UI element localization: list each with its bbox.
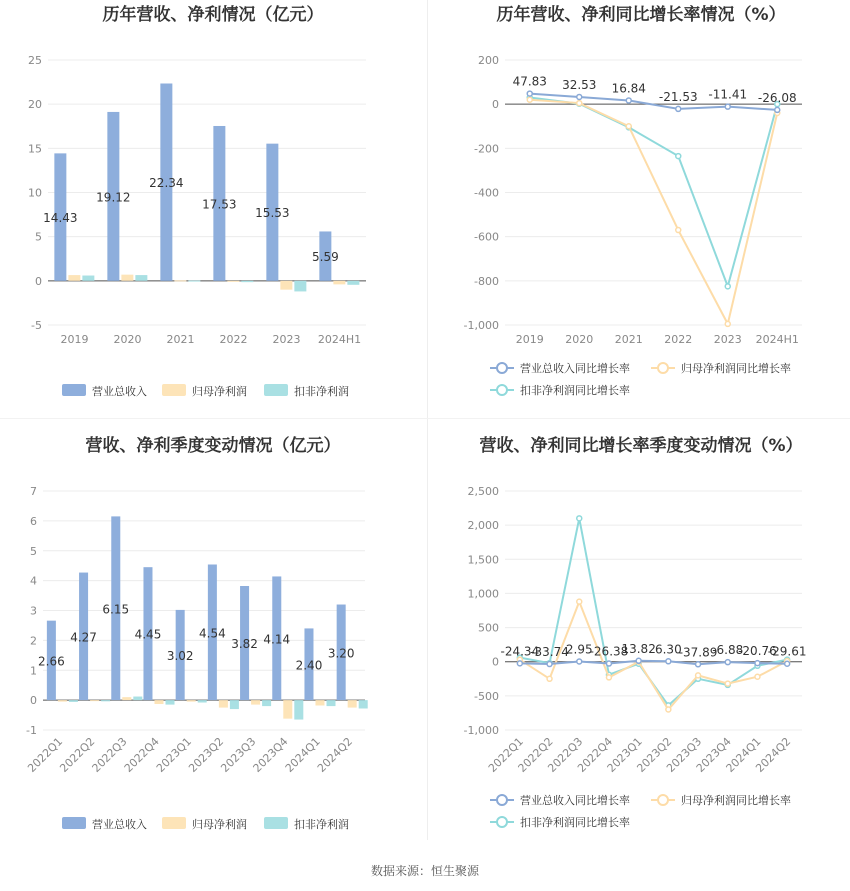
- legend-label: 营业总收入: [92, 818, 147, 831]
- series-point: [755, 674, 760, 679]
- data-label: -11.41: [708, 87, 748, 102]
- y-tick-label: -200: [474, 142, 499, 156]
- x-tick-label: 2021: [614, 333, 643, 346]
- bar-net-profit: [333, 281, 345, 285]
- legend-label: 归母净利润: [192, 818, 247, 831]
- series-point: [696, 662, 701, 667]
- data-label: 15.53: [255, 206, 290, 221]
- series-point: [577, 659, 582, 664]
- series-point: [577, 101, 582, 106]
- data-label: -29.61: [767, 644, 807, 659]
- data-label: 6.30: [654, 642, 682, 657]
- y-tick-label: 0: [30, 694, 37, 708]
- bar-deducted-profit: [241, 281, 253, 282]
- data-label: 2.66: [38, 654, 65, 669]
- bar-deducted-profit: [347, 281, 359, 285]
- data-label: 3.20: [327, 646, 355, 661]
- series-point: [755, 661, 760, 666]
- bar-deducted-profit: [101, 700, 110, 701]
- x-tick-label: 2024Q1: [282, 734, 323, 775]
- legend-label: 归母净利润同比增长率: [681, 362, 791, 375]
- bar-net-profit: [227, 281, 239, 282]
- legend-label: 扣非净利润同比增长率: [520, 816, 630, 829]
- y-tick-label: 1: [30, 664, 37, 678]
- series-point: [577, 599, 582, 604]
- bar-net-profit: [90, 700, 99, 701]
- y-tick-label: 15: [28, 142, 42, 156]
- x-tick-label: 2022Q2: [515, 734, 556, 775]
- y-tick-label: 2,500: [467, 485, 499, 498]
- bar-net-profit: [174, 280, 186, 281]
- bar-deducted-profit: [69, 700, 78, 702]
- legend-label: 扣非净利润同比增长率: [520, 384, 630, 397]
- legend-marker: [497, 817, 507, 827]
- bar-deducted-profit: [359, 700, 368, 708]
- data-label: 4.14: [263, 632, 291, 647]
- y-tick-label: 200: [478, 54, 499, 67]
- x-tick-label: 2024Q2: [753, 734, 794, 775]
- bar-net-profit: [251, 700, 260, 704]
- bar-deducted-profit: [165, 700, 174, 704]
- x-tick-label: 2023: [713, 333, 742, 346]
- y-tick-label: -400: [474, 186, 499, 200]
- x-tick-label: 2020: [565, 333, 594, 346]
- legend-label: 营业总收入同比增长率: [520, 794, 630, 807]
- bar-deducted-profit: [198, 700, 207, 702]
- series-line-2: [530, 98, 778, 287]
- series-point: [547, 662, 552, 667]
- data-label: 4.27: [70, 630, 97, 645]
- data-label: 3.82: [231, 637, 258, 652]
- legend-label: 扣非净利润: [294, 385, 349, 398]
- series-point: [725, 660, 730, 665]
- bar-net-profit: [121, 275, 133, 281]
- y-tick-label: 1,500: [467, 553, 499, 567]
- bar-net-profit: [68, 275, 80, 281]
- data-label: -26.38: [589, 644, 629, 659]
- bar-net-profit: [348, 700, 357, 707]
- series-point: [527, 97, 532, 102]
- bar-net-profit: [154, 700, 163, 704]
- y-tick-label: -1,000: [463, 319, 499, 332]
- x-tick-label: 2023Q4: [250, 734, 291, 775]
- y-tick-label: 1,000: [467, 587, 499, 601]
- y-tick-label: -1: [26, 724, 37, 737]
- x-tick-label: 2023: [272, 333, 301, 346]
- x-tick-label: 2023Q1: [153, 734, 195, 775]
- y-tick-label: 3: [30, 604, 37, 618]
- x-tick-label: 2023Q2: [186, 734, 227, 775]
- legend-swatch: [264, 817, 288, 829]
- bar-net-profit: [219, 700, 228, 707]
- legend-marker: [497, 795, 507, 805]
- bar-net-profit: [283, 700, 292, 719]
- legend-label: 扣非净利润: [294, 818, 349, 831]
- bar-net-profit: [280, 281, 292, 290]
- y-tick-label: 4: [30, 574, 37, 588]
- y-tick-label: 20: [28, 98, 42, 112]
- data-label: 2.40: [295, 658, 323, 673]
- y-tick-label: -5: [31, 319, 42, 332]
- y-tick-label: -600: [474, 230, 499, 244]
- series-point: [696, 673, 701, 678]
- x-tick-label: 2023Q2: [634, 734, 675, 775]
- x-tick-label: 2024H1: [317, 333, 362, 346]
- series-point: [517, 661, 522, 666]
- legend-marker: [658, 795, 668, 805]
- legend-swatch: [162, 384, 186, 396]
- x-tick-label: 2022Q4: [121, 734, 162, 775]
- data-label: 16.84: [611, 81, 646, 96]
- bar-deducted-profit: [82, 276, 94, 281]
- bar-deducted-profit: [326, 700, 335, 706]
- x-tick-label: 2022Q2: [57, 734, 98, 775]
- data-label: -37.89: [678, 645, 718, 660]
- data-label: 19.12: [96, 190, 131, 205]
- y-tick-label: 0: [35, 274, 42, 288]
- data-label: 6.15: [102, 602, 130, 617]
- y-tick-label: 6: [30, 514, 37, 528]
- data-label: -21.53: [658, 89, 698, 104]
- series-point: [577, 516, 582, 521]
- bar-deducted-profit: [135, 275, 147, 281]
- data-label: 47.83: [512, 74, 547, 89]
- series-point: [725, 681, 730, 686]
- data-label: -33.74: [530, 645, 569, 660]
- data-label: -20.76: [738, 644, 777, 659]
- x-tick-label: 2022Q4: [575, 734, 616, 775]
- x-tick-label: 2022Q1: [25, 734, 66, 775]
- x-tick-label: 2024Q2: [314, 734, 356, 775]
- chart-title: 营收、净利同比增长率季度变动情况（%）: [479, 436, 803, 456]
- series-point: [785, 661, 790, 666]
- data-label: 2.95: [565, 642, 593, 657]
- series-point: [606, 675, 611, 680]
- data-label: -26.08: [757, 90, 797, 105]
- x-tick-label: 2024Q1: [723, 734, 764, 775]
- y-tick-label: 5: [30, 544, 37, 558]
- series-point: [676, 106, 681, 111]
- chart-title: 历年营收、净利情况（亿元）: [102, 5, 324, 25]
- y-tick-label: 25: [28, 54, 42, 67]
- bar-net-profit: [122, 697, 131, 700]
- data-label: 14.43: [43, 211, 78, 226]
- x-tick-label: 2023Q1: [604, 734, 645, 775]
- y-tick-label: 0: [492, 98, 499, 112]
- x-tick-label: 2022: [219, 333, 248, 346]
- x-tick-label: 2023Q4: [693, 734, 734, 775]
- bar-deducted-profit: [294, 281, 306, 292]
- series-point: [676, 154, 681, 159]
- y-tick-label: 2,000: [467, 519, 499, 533]
- series-point: [636, 658, 641, 663]
- y-tick-label: -500: [474, 689, 499, 703]
- y-tick-label: 2: [30, 634, 37, 648]
- y-tick-label: -1,000: [463, 724, 499, 737]
- bar-net-profit: [315, 700, 324, 705]
- x-tick-label: 2023Q3: [664, 734, 705, 775]
- series-point: [725, 104, 730, 109]
- y-tick-label: 0: [492, 655, 499, 669]
- bar-deducted-profit: [230, 700, 239, 709]
- legend-swatch: [264, 384, 288, 396]
- legend-marker: [497, 363, 507, 373]
- legend-marker: [497, 385, 507, 395]
- y-tick-label: 5: [35, 230, 42, 244]
- series-point: [666, 707, 671, 712]
- data-label: 4.54: [199, 626, 226, 641]
- x-tick-label: 2023Q3: [218, 734, 259, 775]
- y-tick-label: 7: [30, 485, 37, 498]
- chart-title: 营收、净利季度变动情况（亿元）: [85, 436, 341, 456]
- data-label: 13.82: [621, 641, 656, 656]
- chart-title: 历年营收、净利同比增长率情况（%）: [496, 5, 786, 25]
- legend-swatch: [162, 817, 186, 829]
- data-label: -6.88: [712, 643, 744, 658]
- x-tick-label: 2022: [664, 333, 693, 346]
- bar-deducted-profit: [262, 700, 271, 706]
- bar-net-profit: [187, 700, 196, 701]
- data-label: 32.53: [562, 77, 597, 92]
- x-tick-label: 2022Q3: [545, 734, 586, 775]
- series-point: [725, 284, 730, 289]
- x-tick-label: 2021: [166, 333, 195, 346]
- bar-deducted-profit: [294, 700, 303, 719]
- series-point: [606, 661, 611, 666]
- data-label: -24.34: [500, 644, 540, 659]
- bar-net-profit: [58, 700, 67, 701]
- data-label: 5.59: [312, 250, 339, 265]
- bar-deducted-profit: [133, 697, 142, 701]
- x-tick-label: 2022Q3: [89, 734, 130, 775]
- bar-deducted-profit: [188, 281, 200, 282]
- series-point: [666, 659, 671, 664]
- legend-label: 归母净利润: [192, 385, 247, 398]
- data-label: 3.02: [166, 649, 194, 664]
- series-line-2: [520, 518, 787, 705]
- x-tick-label: 2019: [515, 333, 544, 346]
- series-point: [725, 321, 730, 326]
- series-point: [626, 124, 631, 129]
- series-point: [775, 107, 780, 112]
- data-label: 17.53: [202, 197, 237, 212]
- series-point: [577, 94, 582, 99]
- data-label: 4.45: [134, 627, 162, 642]
- y-tick-label: -800: [474, 274, 499, 288]
- legend-label: 归母净利润同比增长率: [681, 794, 791, 807]
- legend-label: 营业总收入: [92, 385, 147, 398]
- series-point: [626, 98, 631, 103]
- series-line-1: [530, 100, 778, 324]
- data-label: 22.34: [149, 176, 184, 191]
- y-tick-label: 500: [478, 621, 499, 635]
- series-point: [547, 676, 552, 681]
- legend-swatch: [62, 384, 86, 396]
- x-tick-label: 2020: [113, 333, 142, 346]
- y-tick-label: 10: [28, 186, 42, 200]
- x-tick-label: 2022Q1: [485, 734, 526, 775]
- legend-marker: [658, 363, 668, 373]
- x-tick-label: 2019: [60, 333, 89, 346]
- legend-label: 营业总收入同比增长率: [520, 362, 630, 375]
- series-point: [676, 228, 681, 233]
- x-tick-label: 2024H1: [755, 333, 799, 346]
- data-source: 数据来源：恒生聚源: [370, 864, 479, 878]
- legend-swatch: [62, 817, 86, 829]
- series-point: [527, 91, 532, 96]
